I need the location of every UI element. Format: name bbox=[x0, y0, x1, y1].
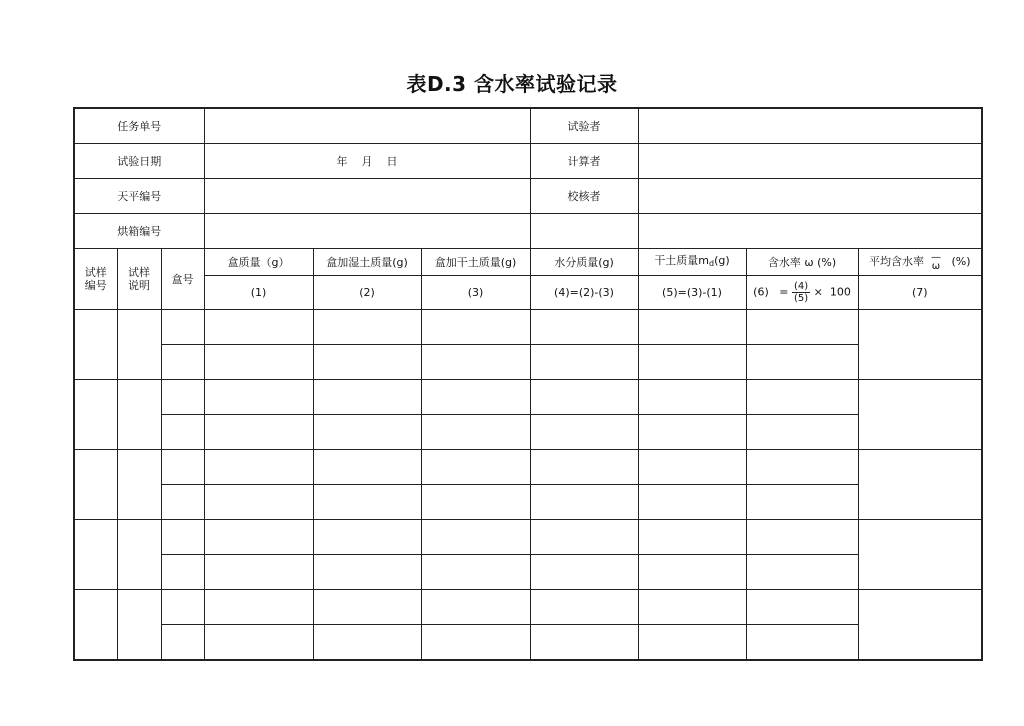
dry-soil-mass-cell[interactable] bbox=[638, 625, 746, 661]
dry-soil-mass-unit: (g) bbox=[714, 254, 730, 267]
oven-extra-cell[interactable] bbox=[530, 214, 638, 249]
table-row bbox=[74, 415, 982, 450]
moisture-content-cell[interactable] bbox=[746, 415, 858, 450]
box-mass-cell[interactable] bbox=[204, 590, 313, 625]
water-mass-cell[interactable] bbox=[530, 380, 638, 415]
box-no-cell[interactable] bbox=[161, 590, 204, 625]
test-date-field[interactable]: 年 月 日 bbox=[204, 144, 530, 179]
formula-2: (2) bbox=[313, 276, 421, 310]
dry-soil-mass-cell[interactable] bbox=[638, 345, 746, 380]
dry-soil-mass-cell[interactable] bbox=[638, 555, 746, 590]
tester-field[interactable] bbox=[638, 108, 982, 144]
box-dry-soil-cell[interactable] bbox=[421, 555, 530, 590]
water-mass-header: 水分质量(g) bbox=[530, 249, 638, 276]
box-wet-soil-cell[interactable] bbox=[313, 520, 421, 555]
info-row-balance bbox=[74, 179, 982, 214]
sample-desc-header-text: 试样说明 bbox=[128, 266, 150, 292]
box-dry-soil-cell[interactable] bbox=[421, 450, 530, 485]
table-row bbox=[74, 485, 982, 520]
dry-soil-mass-main: 干土质量m bbox=[654, 254, 710, 267]
dry-soil-mass-cell[interactable] bbox=[638, 485, 746, 520]
avg-moisture-header bbox=[858, 249, 982, 276]
box-wet-soil-cell[interactable] bbox=[313, 625, 421, 661]
water-mass-cell[interactable] bbox=[530, 590, 638, 625]
sample-no-cell[interactable] bbox=[74, 310, 117, 380]
oven-no-label: 烘箱编号 bbox=[74, 214, 204, 249]
box-no-cell[interactable] bbox=[161, 310, 204, 345]
box-dry-soil-header: 盒加干土质量(g) bbox=[421, 249, 530, 276]
dry-soil-mass-sub: d bbox=[709, 259, 715, 268]
sample-desc-cell[interactable] bbox=[117, 450, 161, 520]
calculator-field[interactable] bbox=[638, 144, 982, 179]
moisture-content-cell[interactable] bbox=[746, 345, 858, 380]
box-wet-soil-cell[interactable] bbox=[313, 310, 421, 345]
box-mass-cell[interactable] bbox=[204, 555, 313, 590]
info-row-task bbox=[74, 108, 982, 144]
box-dry-soil-cell[interactable] bbox=[421, 590, 530, 625]
table-row bbox=[74, 380, 982, 415]
sample-no-cell[interactable] bbox=[74, 380, 117, 450]
box-no-cell[interactable] bbox=[161, 520, 204, 555]
table-row bbox=[74, 590, 982, 625]
box-wet-soil-cell[interactable] bbox=[313, 450, 421, 485]
box-dry-soil-cell[interactable] bbox=[421, 520, 530, 555]
moisture-content-cell[interactable] bbox=[746, 555, 858, 590]
box-wet-soil-cell[interactable] bbox=[313, 345, 421, 380]
avg-moisture-cell[interactable] bbox=[858, 310, 982, 380]
box-wet-soil-cell[interactable] bbox=[313, 485, 421, 520]
water-mass-cell[interactable] bbox=[530, 345, 638, 380]
dry-soil-mass-cell[interactable] bbox=[638, 380, 746, 415]
checker-label: 校核者 bbox=[530, 179, 638, 214]
water-mass-cell[interactable] bbox=[530, 415, 638, 450]
formula-6-suffix: × 100 bbox=[813, 285, 851, 299]
formula-6-numerator: (4) bbox=[793, 281, 809, 292]
box-mass-header: 盒质量（g） bbox=[204, 249, 313, 276]
box-mass-cell[interactable] bbox=[204, 345, 313, 380]
task-no-label: 任务单号 bbox=[74, 108, 204, 144]
dry-soil-mass-cell[interactable] bbox=[638, 415, 746, 450]
sample-desc-header bbox=[117, 249, 161, 310]
box-no-cell[interactable] bbox=[161, 415, 204, 450]
checker-field[interactable] bbox=[638, 179, 982, 214]
dry-soil-mass-cell[interactable] bbox=[638, 450, 746, 485]
page-title: 表D.3 含水率试验记录 bbox=[406, 72, 618, 96]
box-no-cell[interactable] bbox=[161, 555, 204, 590]
dry-soil-mass-cell[interactable] bbox=[638, 520, 746, 555]
formula-5: (5)=(3)-(1) bbox=[638, 276, 746, 310]
water-mass-cell[interactable] bbox=[530, 485, 638, 520]
sample-no-header bbox=[74, 249, 117, 310]
table-row bbox=[74, 310, 982, 345]
box-no-cell[interactable] bbox=[161, 485, 204, 520]
moisture-content-cell[interactable] bbox=[746, 310, 858, 345]
box-no-header: 盒号 bbox=[161, 249, 204, 310]
box-mass-cell[interactable] bbox=[204, 310, 313, 345]
table-row bbox=[74, 625, 982, 661]
box-dry-soil-cell[interactable] bbox=[421, 485, 530, 520]
dry-soil-mass-header bbox=[638, 249, 746, 276]
table-row bbox=[74, 345, 982, 380]
moisture-content-cell[interactable] bbox=[746, 520, 858, 555]
table-row bbox=[74, 555, 982, 590]
moisture-content-cell[interactable] bbox=[746, 450, 858, 485]
table-row bbox=[74, 450, 982, 485]
balance-no-field[interactable] bbox=[204, 179, 530, 214]
test-date-label: 试验日期 bbox=[74, 144, 204, 179]
box-dry-soil-cell[interactable] bbox=[421, 345, 530, 380]
avg-moisture-cell[interactable] bbox=[858, 450, 982, 520]
moisture-content-cell[interactable] bbox=[746, 380, 858, 415]
box-no-cell[interactable] bbox=[161, 345, 204, 380]
omega-bar-line: — bbox=[930, 252, 941, 263]
box-no-cell[interactable] bbox=[161, 625, 204, 661]
avg-moisture-cell[interactable] bbox=[858, 590, 982, 661]
box-dry-soil-cell[interactable] bbox=[421, 625, 530, 661]
sample-no-cell[interactable] bbox=[74, 520, 117, 590]
moisture-content-cell[interactable] bbox=[746, 485, 858, 520]
dry-soil-mass-cell[interactable] bbox=[638, 590, 746, 625]
box-mass-cell[interactable] bbox=[204, 485, 313, 520]
sample-desc-cell[interactable] bbox=[117, 310, 161, 380]
formula-6-fraction bbox=[792, 281, 810, 304]
formula-7: (7) bbox=[858, 276, 982, 310]
table-row bbox=[74, 520, 982, 555]
sample-no-cell[interactable] bbox=[74, 590, 117, 661]
box-dry-soil-cell[interactable] bbox=[421, 380, 530, 415]
formula-4: (4)=(2)-(3) bbox=[530, 276, 638, 310]
moisture-content-cell[interactable] bbox=[746, 625, 858, 661]
box-no-cell[interactable] bbox=[161, 450, 204, 485]
box-wet-soil-cell[interactable] bbox=[313, 380, 421, 415]
sample-desc-cell[interactable] bbox=[117, 380, 161, 450]
box-dry-soil-cell[interactable] bbox=[421, 415, 530, 450]
formula-3: (3) bbox=[421, 276, 530, 310]
box-mass-cell[interactable] bbox=[204, 415, 313, 450]
header-row-formulas bbox=[74, 276, 982, 310]
sample-desc-cell[interactable] bbox=[117, 520, 161, 590]
info-row-oven bbox=[74, 214, 982, 249]
avg-moisture-main: 平均含水率 bbox=[868, 255, 924, 268]
task-no-field[interactable] bbox=[204, 108, 530, 144]
formula-6-prefix: (6) = bbox=[753, 285, 789, 299]
box-mass-cell[interactable] bbox=[204, 625, 313, 661]
water-mass-cell[interactable] bbox=[530, 555, 638, 590]
box-wet-soil-cell[interactable] bbox=[313, 590, 421, 625]
dry-soil-mass-cell[interactable] bbox=[638, 310, 746, 345]
box-no-cell[interactable] bbox=[161, 380, 204, 415]
box-mass-cell[interactable] bbox=[204, 380, 313, 415]
sample-no-header-text: 试样编号 bbox=[84, 266, 107, 292]
water-mass-cell[interactable] bbox=[530, 450, 638, 485]
water-mass-cell[interactable] bbox=[530, 520, 638, 555]
tester-label: 试验者 bbox=[530, 108, 638, 144]
moisture-content-header: 含水率 ω (%) bbox=[746, 249, 858, 276]
sample-desc-cell[interactable] bbox=[117, 590, 161, 661]
balance-no-label: 天平编号 bbox=[74, 179, 204, 214]
box-dry-soil-cell[interactable] bbox=[421, 310, 530, 345]
water-mass-cell[interactable] bbox=[530, 625, 638, 661]
formula-6 bbox=[746, 276, 858, 310]
header-row-titles bbox=[74, 249, 982, 276]
omega-bar-symbol bbox=[931, 253, 941, 271]
oven-no-field[interactable] bbox=[204, 214, 530, 249]
moisture-content-cell[interactable] bbox=[746, 590, 858, 625]
box-mass-cell[interactable] bbox=[204, 520, 313, 555]
avg-moisture-cell[interactable] bbox=[858, 380, 982, 450]
oven-extra-field[interactable] bbox=[638, 214, 982, 249]
box-mass-cell[interactable] bbox=[204, 450, 313, 485]
box-wet-soil-cell[interactable] bbox=[313, 415, 421, 450]
formula-6-denominator: (5) bbox=[793, 293, 809, 304]
sample-no-cell[interactable] bbox=[74, 450, 117, 520]
box-wet-soil-header: 盒加湿土质量(g) bbox=[313, 249, 421, 276]
info-row-date bbox=[74, 144, 982, 179]
moisture-test-record-table bbox=[73, 107, 983, 661]
box-wet-soil-cell[interactable] bbox=[313, 555, 421, 590]
omega-symbol: ω bbox=[931, 261, 941, 272]
formula-1: (1) bbox=[204, 276, 313, 310]
calculator-label: 计算者 bbox=[530, 144, 638, 179]
avg-moisture-cell[interactable] bbox=[858, 520, 982, 590]
water-mass-cell[interactable] bbox=[530, 310, 638, 345]
avg-moisture-unit: (%) bbox=[951, 255, 971, 268]
